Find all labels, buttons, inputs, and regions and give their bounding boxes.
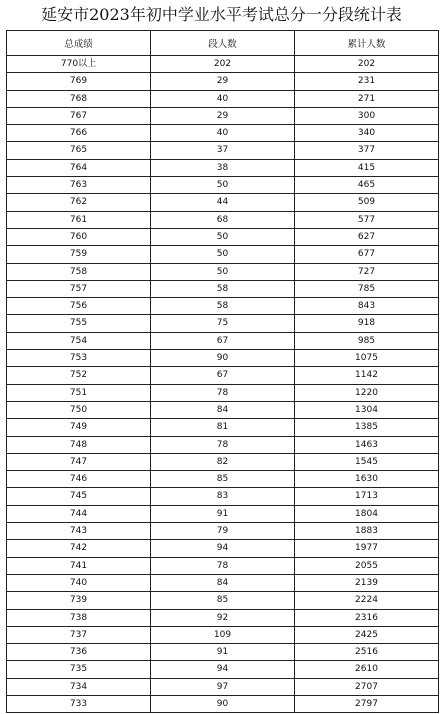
- segment-count-cell: 79: [151, 523, 295, 540]
- segment-count-cell: 85: [151, 471, 295, 488]
- total-score-cell: 744: [7, 505, 151, 522]
- total-score-cell: 769: [7, 73, 151, 90]
- segment-count-cell: 94: [151, 661, 295, 678]
- total-score-cell: 768: [7, 90, 151, 107]
- total-score-cell: 736: [7, 644, 151, 661]
- segment-count-cell: 78: [151, 384, 295, 401]
- cumulative-count-cell: 2139: [295, 574, 439, 591]
- cumulative-count-cell: 785: [295, 280, 439, 297]
- cumulative-count-cell: 1463: [295, 436, 439, 453]
- cumulative-count-cell: 1977: [295, 540, 439, 557]
- segment-count-cell: 84: [151, 401, 295, 418]
- segment-count-cell: 97: [151, 678, 295, 695]
- table-row: [7, 228, 439, 245]
- segment-count-cell: 50: [151, 177, 295, 194]
- segment-count-cell: 75: [151, 315, 295, 332]
- table-row: [7, 609, 439, 626]
- table-row: [7, 644, 439, 661]
- cumulative-count-cell: 2797: [295, 695, 439, 712]
- total-score-cell: 740: [7, 574, 151, 591]
- header-total-score: 总成绩: [7, 31, 151, 56]
- segment-count-cell: 58: [151, 298, 295, 315]
- total-score-cell: 759: [7, 246, 151, 263]
- page-title: 延安市2023年初中学业水平考试总分一分段统计表: [41, 5, 402, 24]
- table-row: [7, 73, 439, 90]
- cumulative-count-cell: 985: [295, 332, 439, 349]
- segment-count-cell: 90: [151, 695, 295, 712]
- cumulative-count-cell: 465: [295, 177, 439, 194]
- segment-count-cell: 40: [151, 90, 295, 107]
- table-row: [7, 523, 439, 540]
- segment-count-cell: 83: [151, 488, 295, 505]
- cumulative-count-cell: 577: [295, 211, 439, 228]
- total-score-cell: 746: [7, 471, 151, 488]
- total-score-cell: 770以上: [7, 56, 151, 73]
- cumulative-count-cell: 1630: [295, 471, 439, 488]
- table-row: [7, 661, 439, 678]
- header-cumulative-count: 累计人数: [295, 31, 439, 56]
- table-row: [7, 367, 439, 384]
- segment-count-cell: 109: [151, 626, 295, 643]
- cumulative-count-cell: 1075: [295, 350, 439, 367]
- segment-count-cell: 29: [151, 73, 295, 90]
- total-score-cell: 749: [7, 419, 151, 436]
- total-score-cell: 752: [7, 367, 151, 384]
- segment-count-cell: 37: [151, 142, 295, 159]
- segment-count-cell: 82: [151, 453, 295, 470]
- cumulative-count-cell: 340: [295, 125, 439, 142]
- table-row: [7, 142, 439, 159]
- segment-count-cell: 84: [151, 574, 295, 591]
- table-row: [7, 471, 439, 488]
- table-row: [7, 90, 439, 107]
- table-row: [7, 401, 439, 418]
- cumulative-count-cell: 1220: [295, 384, 439, 401]
- score-distribution-table: [6, 30, 439, 713]
- cumulative-count-cell: 727: [295, 263, 439, 280]
- table-row: [7, 488, 439, 505]
- total-score-cell: 747: [7, 453, 151, 470]
- total-score-cell: 764: [7, 159, 151, 176]
- segment-count-cell: 85: [151, 592, 295, 609]
- table-row: [7, 453, 439, 470]
- table-row: [7, 280, 439, 297]
- table-row: [7, 384, 439, 401]
- segment-count-cell: 90: [151, 350, 295, 367]
- cumulative-count-cell: 677: [295, 246, 439, 263]
- segment-count-cell: 81: [151, 419, 295, 436]
- header-row: [7, 31, 439, 56]
- segment-count-cell: 91: [151, 505, 295, 522]
- segment-count-cell: 44: [151, 194, 295, 211]
- table-row: [7, 315, 439, 332]
- total-score-cell: 743: [7, 523, 151, 540]
- cumulative-count-cell: 1804: [295, 505, 439, 522]
- segment-count-cell: 68: [151, 211, 295, 228]
- table-row: [7, 505, 439, 522]
- segment-count-cell: 50: [151, 246, 295, 263]
- table-row: [7, 159, 439, 176]
- table-row: [7, 332, 439, 349]
- total-score-cell: 739: [7, 592, 151, 609]
- table-header: [7, 31, 439, 56]
- total-score-cell: 734: [7, 678, 151, 695]
- segment-count-cell: 29: [151, 107, 295, 124]
- cumulative-count-cell: 509: [295, 194, 439, 211]
- cumulative-count-cell: 1545: [295, 453, 439, 470]
- total-score-cell: 761: [7, 211, 151, 228]
- total-score-cell: 748: [7, 436, 151, 453]
- total-score-cell: 745: [7, 488, 151, 505]
- total-score-cell: 755: [7, 315, 151, 332]
- total-score-cell: 754: [7, 332, 151, 349]
- cumulative-count-cell: 1883: [295, 523, 439, 540]
- cumulative-count-cell: 2055: [295, 557, 439, 574]
- segment-count-cell: 92: [151, 609, 295, 626]
- cumulative-count-cell: 2316: [295, 609, 439, 626]
- cumulative-count-cell: 2425: [295, 626, 439, 643]
- total-score-cell: 758: [7, 263, 151, 280]
- segment-count-cell: 50: [151, 263, 295, 280]
- total-score-cell: 756: [7, 298, 151, 315]
- table-row: [7, 540, 439, 557]
- cumulative-count-cell: 231: [295, 73, 439, 90]
- cumulative-count-cell: 918: [295, 315, 439, 332]
- table-row: [7, 194, 439, 211]
- segment-count-cell: 38: [151, 159, 295, 176]
- total-score-cell: 760: [7, 228, 151, 245]
- cumulative-count-cell: 2516: [295, 644, 439, 661]
- total-score-cell: 733: [7, 695, 151, 712]
- cumulative-count-cell: 627: [295, 228, 439, 245]
- total-score-cell: 750: [7, 401, 151, 418]
- table-row: [7, 350, 439, 367]
- total-score-cell: 737: [7, 626, 151, 643]
- total-score-cell: 738: [7, 609, 151, 626]
- table-row: [7, 107, 439, 124]
- cumulative-count-cell: 1304: [295, 401, 439, 418]
- segment-count-cell: 58: [151, 280, 295, 297]
- total-score-cell: 767: [7, 107, 151, 124]
- table-body: [7, 56, 439, 713]
- table-row: [7, 574, 439, 591]
- table-row: [7, 419, 439, 436]
- total-score-cell: 762: [7, 194, 151, 211]
- cumulative-count-cell: 300: [295, 107, 439, 124]
- cumulative-count-cell: 2610: [295, 661, 439, 678]
- segment-count-cell: 91: [151, 644, 295, 661]
- table-row: [7, 436, 439, 453]
- table-row: [7, 246, 439, 263]
- table-row: [7, 626, 439, 643]
- total-score-cell: 751: [7, 384, 151, 401]
- segment-count-cell: 50: [151, 228, 295, 245]
- table-row: [7, 56, 439, 73]
- cumulative-count-cell: 1385: [295, 419, 439, 436]
- table-row: [7, 263, 439, 280]
- total-score-cell: 742: [7, 540, 151, 557]
- table-row: [7, 678, 439, 695]
- segment-count-cell: 78: [151, 436, 295, 453]
- segment-count-cell: 202: [151, 56, 295, 73]
- table-row: [7, 298, 439, 315]
- total-score-cell: 753: [7, 350, 151, 367]
- total-score-cell: 735: [7, 661, 151, 678]
- segment-count-cell: 67: [151, 332, 295, 349]
- cumulative-count-cell: 843: [295, 298, 439, 315]
- table-row: [7, 211, 439, 228]
- total-score-cell: 741: [7, 557, 151, 574]
- cumulative-count-cell: 1713: [295, 488, 439, 505]
- cumulative-count-cell: 1142: [295, 367, 439, 384]
- cumulative-count-cell: 2707: [295, 678, 439, 695]
- segment-count-cell: 40: [151, 125, 295, 142]
- table-row: [7, 125, 439, 142]
- table-row: [7, 592, 439, 609]
- total-score-cell: 757: [7, 280, 151, 297]
- header-segment-count: 段人数: [151, 31, 295, 56]
- segment-count-cell: 94: [151, 540, 295, 557]
- cumulative-count-cell: 202: [295, 56, 439, 73]
- total-score-cell: 765: [7, 142, 151, 159]
- cumulative-count-cell: 271: [295, 90, 439, 107]
- segment-count-cell: 67: [151, 367, 295, 384]
- total-score-cell: 763: [7, 177, 151, 194]
- table-row: [7, 177, 439, 194]
- cumulative-count-cell: 377: [295, 142, 439, 159]
- segment-count-cell: 78: [151, 557, 295, 574]
- table-row: [7, 557, 439, 574]
- total-score-cell: 766: [7, 125, 151, 142]
- cumulative-count-cell: 415: [295, 159, 439, 176]
- table-row: [7, 695, 439, 712]
- cumulative-count-cell: 2224: [295, 592, 439, 609]
